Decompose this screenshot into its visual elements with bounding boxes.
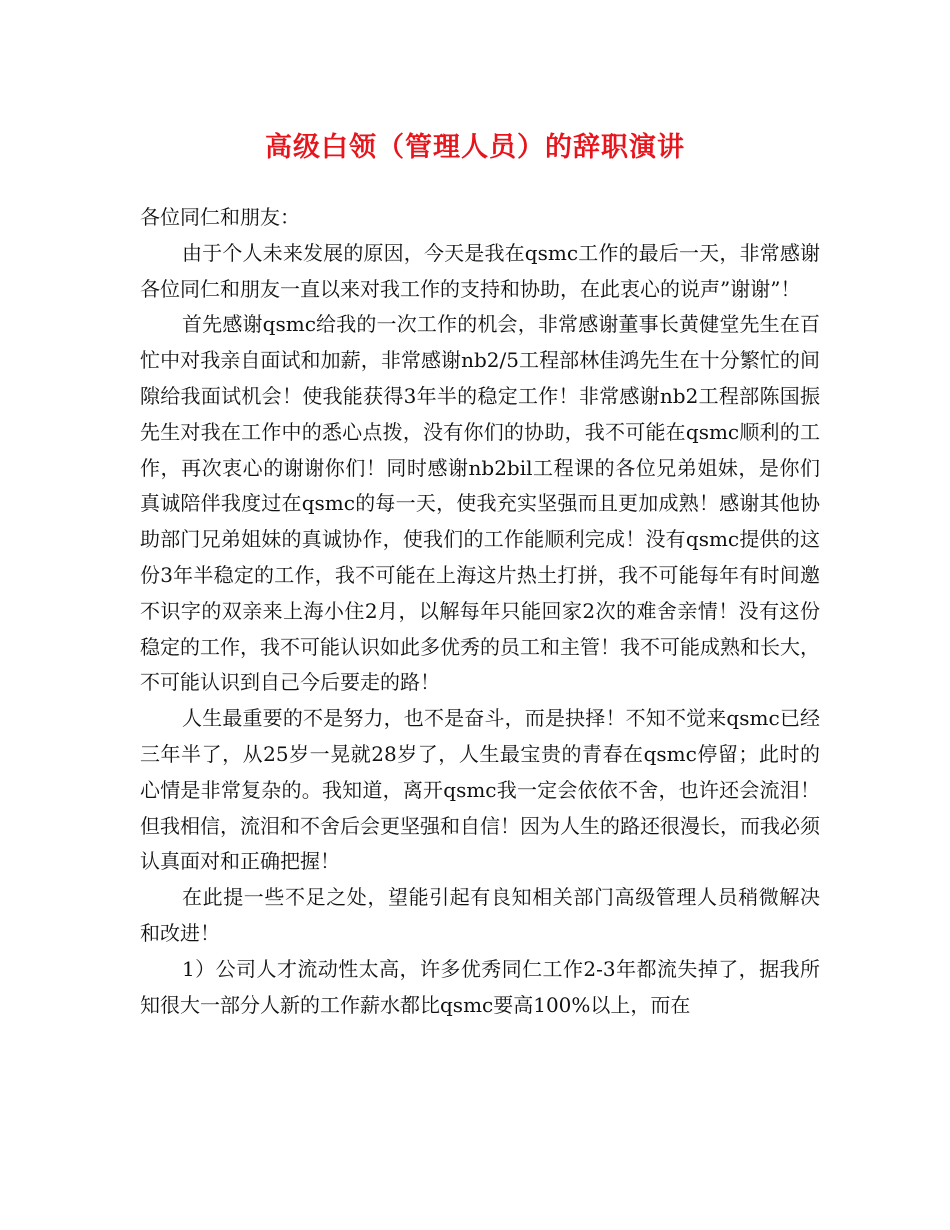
salutation: 各位同仁和朋友：: [140, 205, 300, 229]
paragraph-5: 1）公司人才流动性太高，许多优秀同仁工作2-3年都流失掉了，据我所知很大一部分人新的工作薪水都比qsmc要高100%以上，而在: [140, 956, 820, 1017]
document-body: [140, 200, 820, 1023]
paragraph-1: 由于个人未来发展的原因，今天是我在qsmc工作的最后一天，非常感谢各位同仁和朋友一直以来对我工作的支持和协助，在此衷心的说声”谢谢”！: [140, 240, 820, 301]
paragraph-4: 在此提一些不足之处，望能引起有良知相关部门高级管理人员稍微解决和改进！: [140, 885, 820, 945]
page-title: 高级白领（管理人员）的辞职演讲: [265, 132, 685, 163]
paragraph-2: 首先感谢qsmc给我的一次工作的机会，非常感谢董事长黄健堂先生在百忙中对我亲自面试和加薪，非常感谢nb2/5工程部林佳鸿先生在十分繁忙的间隙给我面试机会！使我能获得3年半的稳定工作！非常感谢nb2工程部陈国振先生对我在工作中的悉心点拨，没有你们的协助，我不可能在qsmc顺利的工作，再次衷心的谢谢你们！同时感谢nb2bil工程课的各位兄弟姐妹，是你们真诚陪伴我度过在qsmc的每一天，使我充实坚强而且更加成熟！感谢其他协助部门兄弟姐妹的真诚协作，使我们的工作能顺利完成！没有qsmc提供的这份3年半稳定的工作，我不可能在上海这片热土打拼，我不可能每年有时间邀不识字的双亲来上海小住2月，以解每年只能回家2次的难舍亲情！没有这份稳定的工作，我不可能认识如此多优秀的员工和主管！我不可能成熟和长大，不可能认识到自己今后要走的路！: [140, 312, 820, 695]
paragraph-3: 人生最重要的不是努力，也不是奋斗，而是抉择！不知不觉来qsmc已经三年半了，从25岁一晃就28岁了，人生最宝贵的青春在qsmc停留；此时的心情是非常复杂的。我知道，离开qsmc我一定会依依不舍，也许还会流泪！但我相信，流泪和不舍后会更坚强和自信！因为人生的路还很漫长，而我必须认真面对和正确把握！: [140, 706, 820, 874]
